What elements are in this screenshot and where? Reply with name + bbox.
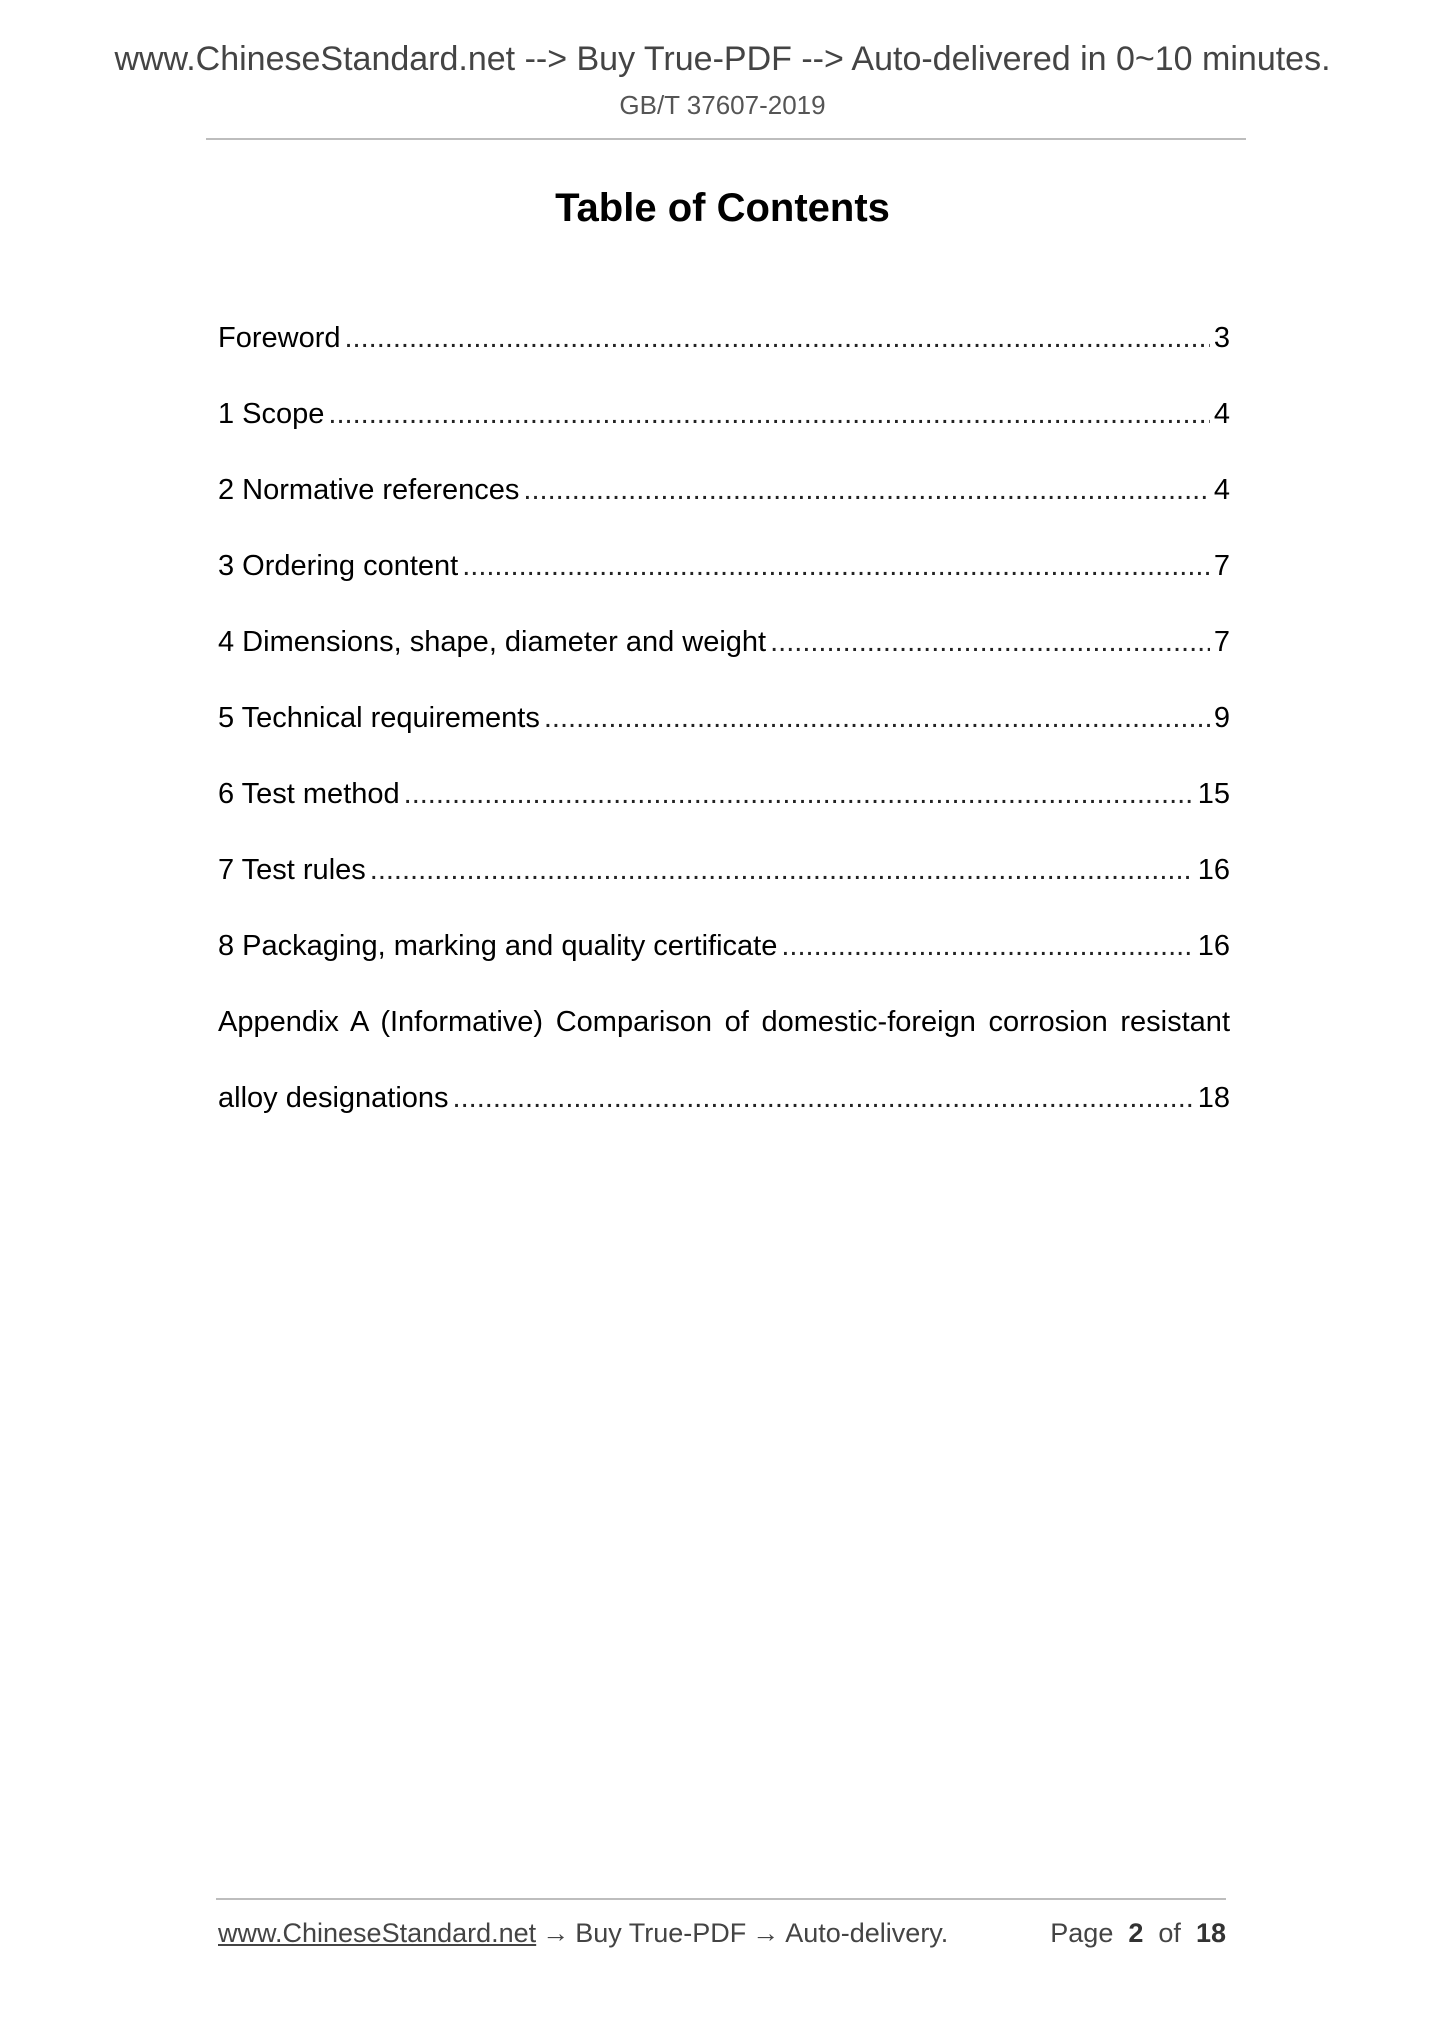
table-of-contents bbox=[218, 300, 1230, 1136]
standard-code: GB/T 37607-2019 bbox=[619, 90, 826, 120]
toc-entry-label: 2 Normative references bbox=[218, 474, 520, 506]
toc-entry-page: 15 bbox=[1197, 778, 1230, 810]
header-banner: www.ChineseStandard.net --> Buy True-PDF --> Auto-delivered in 0~10 minutes. bbox=[114, 40, 1331, 78]
toc-entry-page: 4 bbox=[1213, 474, 1230, 506]
toc-entry-label: 7 Test rules bbox=[218, 854, 366, 886]
toc-entry-page: 3 bbox=[1213, 322, 1230, 354]
toc-entry-page: 16 bbox=[1197, 930, 1230, 962]
of-word: of bbox=[1158, 1918, 1181, 1948]
toc-entry-label: 5 Technical requirements bbox=[218, 702, 540, 734]
toc-entry-label: 1 Scope bbox=[218, 398, 325, 430]
page-title: Table of Contents bbox=[555, 186, 890, 230]
toc-dot-leader bbox=[462, 528, 1210, 604]
toc-entry-appendix-a[interactable] bbox=[218, 984, 1230, 1136]
toc-entry-label: 3 Ordering content bbox=[218, 550, 459, 582]
toc-entry-technical-requirements[interactable] bbox=[218, 680, 1230, 756]
toc-entry-dimensions[interactable] bbox=[218, 604, 1230, 680]
toc-entry-ordering-content[interactable] bbox=[218, 528, 1230, 604]
footer-promo bbox=[218, 1918, 948, 1949]
page-word: Page bbox=[1050, 1918, 1114, 1948]
total-pages: 18 bbox=[1195, 1918, 1226, 1948]
page-number: 2 bbox=[1128, 1918, 1144, 1948]
toc-dot-leader bbox=[370, 832, 1194, 908]
toc-dot-leader bbox=[453, 1060, 1194, 1136]
toc-appendix-line2-row bbox=[218, 1060, 1230, 1136]
toc-entry-page: 7 bbox=[1213, 626, 1230, 658]
footer-divider bbox=[216, 1898, 1226, 1900]
toc-entry-page: 16 bbox=[1197, 854, 1230, 886]
footer-delivery-text: Auto-delivery. bbox=[785, 1918, 949, 1948]
toc-entry-page: 4 bbox=[1213, 398, 1230, 430]
toc-entry-test-method[interactable] bbox=[218, 756, 1230, 832]
toc-dot-leader bbox=[523, 452, 1209, 528]
toc-entry-foreword[interactable] bbox=[218, 300, 1230, 376]
header-divider bbox=[206, 138, 1246, 140]
toc-entry-page: 9 bbox=[1213, 702, 1230, 734]
footer-site-link[interactable]: www.ChineseStandard.net bbox=[218, 1918, 537, 1948]
toc-entry-label: Foreword bbox=[218, 322, 341, 354]
toc-entry-page: 18 bbox=[1197, 1082, 1230, 1114]
right-arrow-icon: → bbox=[752, 1918, 780, 1948]
footer-buy-text: Buy True-PDF bbox=[575, 1918, 747, 1948]
toc-entry-page: 7 bbox=[1213, 550, 1230, 582]
page-footer bbox=[218, 1918, 1226, 1958]
toc-dot-leader bbox=[345, 300, 1210, 376]
toc-dot-leader bbox=[770, 604, 1210, 680]
toc-entry-normative-references[interactable] bbox=[218, 452, 1230, 528]
toc-dot-leader bbox=[328, 376, 1209, 452]
toc-entry-scope[interactable] bbox=[218, 376, 1230, 452]
toc-entry-label: alloy designations bbox=[218, 1082, 449, 1114]
toc-entry-packaging[interactable] bbox=[218, 908, 1230, 984]
toc-appendix-line1: Appendix A (Informative) Comparison of domestic-foreign corrosion resistant bbox=[218, 1006, 1230, 1038]
toc-entry-label: 6 Test method bbox=[218, 778, 400, 810]
toc-entry-label: 8 Packaging, marking and quality certificate bbox=[218, 930, 778, 962]
toc-dot-leader bbox=[544, 680, 1210, 756]
toc-dot-leader bbox=[404, 756, 1194, 832]
toc-entry-test-rules[interactable] bbox=[218, 832, 1230, 908]
toc-dot-leader bbox=[781, 908, 1193, 984]
page-indicator bbox=[1050, 1918, 1226, 1949]
toc-entry-label: 4 Dimensions, shape, diameter and weight bbox=[218, 626, 767, 658]
right-arrow-icon: → bbox=[542, 1918, 570, 1948]
